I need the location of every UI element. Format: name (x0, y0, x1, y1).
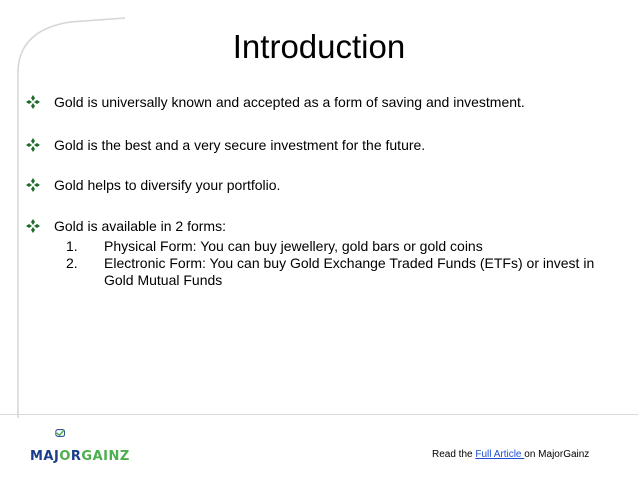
diamond-bullet-icon (26, 95, 40, 109)
full-article-link[interactable]: Full Article (475, 449, 525, 460)
diamond-bullet-icon (26, 178, 40, 192)
majorgainz-logo-icon (54, 418, 94, 448)
slide-title: Introduction (232, 28, 406, 65)
forms-list (66, 238, 626, 289)
list-text: Electronic Form: You can buy Gold Exchange Traded Funds (ETFs) or invest in Gold Mutual Funds (104, 255, 595, 288)
bullet-item (26, 94, 525, 111)
diamond-bullet-icon (26, 219, 40, 233)
bullet-text: Gold is universally known and accepted as a form of saving and investment. (54, 94, 525, 110)
footer-divider (0, 414, 638, 415)
list-number: 1. (66, 238, 78, 254)
bullet-item (26, 218, 226, 235)
list-text: Physical Form: You can buy jewellery, gold bars or gold coins (104, 238, 483, 254)
diamond-bullet-icon (26, 138, 40, 152)
list-number: 2. (66, 255, 78, 271)
bullet-text: Gold is available in 2 forms: (54, 218, 226, 234)
list-item (66, 238, 626, 255)
list-item (66, 255, 626, 289)
bullet-item (26, 177, 280, 194)
logo-text: MAJORGAINZ (30, 449, 130, 464)
bullet-text: Gold helps to diversify your portfolio. (54, 177, 281, 193)
bullet-text: Gold is the best and a very secure investment for the future. (54, 137, 426, 153)
bullet-item (26, 137, 425, 154)
read-more-text: Read the Full Article on MajorGainz (432, 449, 590, 460)
